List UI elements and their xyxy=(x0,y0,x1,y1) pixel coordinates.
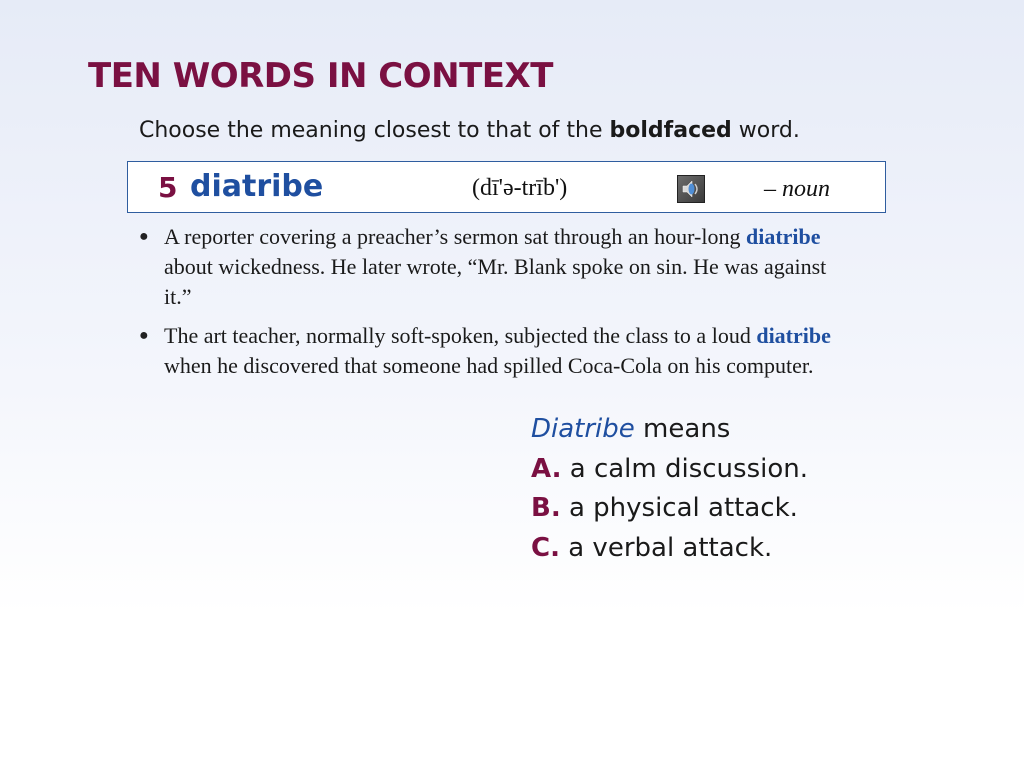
bullet-icon: ● xyxy=(139,228,149,245)
option-letter: B. xyxy=(531,493,561,523)
example-text xyxy=(164,321,859,381)
pronunciation: (dī'ə-trīb') xyxy=(472,175,568,201)
example-after: about wickedness. He later wrote, “Mr. Blank spoke on sin. He was against it.” xyxy=(164,254,827,309)
speaker-icon-graphic xyxy=(678,176,704,202)
word-number: 5 xyxy=(158,171,178,204)
question-block xyxy=(531,410,808,568)
question-stem xyxy=(531,410,808,450)
example-text xyxy=(164,222,859,312)
option-text: a physical attack. xyxy=(560,493,798,523)
answer-option-a[interactable] xyxy=(531,450,808,490)
example-sentence-2 xyxy=(139,321,859,381)
question-word: Diatribe xyxy=(531,414,635,444)
instruction-bold: boldfaced xyxy=(609,118,732,143)
slide-title: TEN WORDS IN CONTEXT xyxy=(88,56,553,96)
word-header-box xyxy=(127,161,886,213)
question-stem-text: means xyxy=(634,414,731,444)
option-text: a calm discussion. xyxy=(561,453,809,484)
instruction-text xyxy=(139,118,800,143)
instruction-after: word. xyxy=(731,118,800,143)
answer-option-c[interactable] xyxy=(531,529,808,569)
example-before: A reporter covering a preacher’s sermon sat through an hour-long xyxy=(164,224,746,249)
option-text: a verbal attack. xyxy=(559,532,773,563)
answer-option-b[interactable] xyxy=(531,489,808,529)
part-of-speech: – noun xyxy=(764,176,830,202)
example-before: The art teacher, normally soft-spoken, subjected the class to a loud xyxy=(164,323,757,348)
example-sentence-1 xyxy=(139,222,859,312)
example-highlight: diatribe xyxy=(745,224,821,249)
example-highlight: diatribe xyxy=(756,323,831,348)
instruction-before: Choose the meaning closest to that of the xyxy=(139,118,610,143)
bullet-icon: ● xyxy=(139,327,149,344)
option-letter: A. xyxy=(531,453,562,484)
vocabulary-word: diatribe xyxy=(190,169,324,204)
example-after: when he discovered that someone had spilled Coca-Cola on his computer. xyxy=(164,353,814,378)
speaker-icon[interactable] xyxy=(677,175,705,203)
option-letter: C. xyxy=(531,532,560,563)
